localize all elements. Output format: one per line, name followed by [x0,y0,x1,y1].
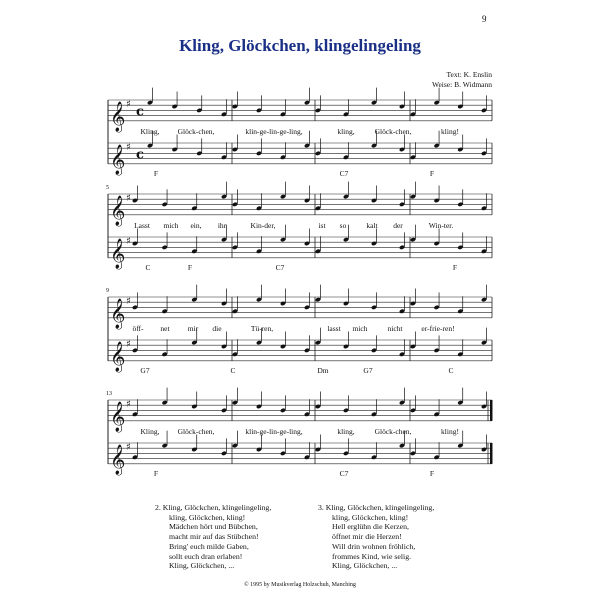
verse-2 [155,503,315,571]
lyric-syllable: die [212,323,222,333]
lyric-syllable: lasst [327,323,341,333]
verse-line: Kling, Glöckchen, ... [169,561,235,571]
lyric-syllable: Lasst [134,220,150,230]
treble-clef-icon: 𝄞 [110,101,126,132]
verse-line: sollt euch dran erlaben! [169,551,243,561]
treble-clef-icon: 𝄞 [110,401,126,432]
time-signature: c [136,104,144,120]
sharp-icon: ♯ [126,142,131,154]
lyric-syllable: Glöck-chen, [374,426,412,436]
lyric-syllable: Tü-ren, [250,323,274,333]
lyric-syllable: mich [352,323,368,333]
chord-symbol: Dm [317,365,329,375]
copyright: © 1995 by Musikverlag Holzschuh, Manching [244,582,356,588]
measure-number: 13 [106,391,112,397]
chord-symbol: F [429,168,435,178]
lyricist-credit: Text: K. Enslin [446,70,492,79]
sharp-icon: ♯ [126,442,131,454]
chord-symbol: C7 [275,262,285,272]
lyric-syllable: ihr [217,220,227,230]
lyric-syllable: kling, [337,126,355,136]
chord-symbol: C [448,365,454,375]
lyric-syllable: mir [187,323,199,333]
treble-clef-icon: 𝄞 [110,298,126,329]
verse-line: Will drin wohnen fröhlich, [332,541,416,551]
lyric-syllable: Win-ter. [428,220,454,230]
lyric-syllable: ist [318,220,326,230]
chord-symbol: C7 [339,168,349,178]
lyric-syllable: mich [163,220,179,230]
chord-symbol: F [153,168,159,178]
chord-symbol: C [230,365,236,375]
chord-symbol: C7 [339,468,349,478]
lyric-syllable: der [393,220,403,230]
lyric-syllable: er-frie-ren! [421,323,455,333]
treble-clef-icon: 𝄞 [110,238,126,269]
verse-line: frommes Kind, wie selig. [332,551,412,561]
chord-symbol: F [153,468,159,478]
sharp-icon: ♯ [126,296,131,308]
chord-symbol: F [187,262,193,272]
lyric-syllable: Kling, [140,426,160,436]
treble-clef-icon: 𝄞 [110,444,126,475]
chord-symbol: G7 [140,365,150,375]
verse-line: Mädchen hört und Bübchen, [169,522,258,532]
verse-line: öffnet mir die Herzen! [332,532,402,542]
verse-line: Hell erglühn die Kerzen, [332,522,409,532]
lyric-syllable: klin-ge-lin-ge-ling, [245,126,303,136]
treble-clef-icon: 𝄞 [110,341,126,372]
treble-clef-icon: 𝄞 [110,195,126,226]
lyric-syllable: Glöck-chen, [177,426,215,436]
lyric-syllable: Kin-der, [250,220,276,230]
chord-symbol: F [429,468,435,478]
measure-number: 9 [106,288,109,294]
verse-line: macht mir auf das Stübchen! [169,532,259,542]
chord-symbol: F [452,262,458,272]
sharp-icon: ♯ [126,193,131,205]
final-barline [490,443,492,464]
sharp-icon: ♯ [126,339,131,351]
lyric-syllable: Glöck-chen, [177,126,215,136]
lyric-syllable: kling, [337,426,355,436]
chord-symbol: C [145,262,151,272]
chord-symbol: G7 [363,365,373,375]
page-number: 9 [482,14,487,24]
verse-line: 3. Kling, Glöckchen, klingelingeling, [318,503,435,512]
verse-line: 2. Kling, Glöckchen, klingelingeling, [155,503,272,512]
lyric-syllable: Kling, [140,126,160,136]
sharp-icon: ♯ [126,236,131,248]
lyric-syllable: Glöck-chen, [374,126,412,136]
verse-line: kling, Glöckchen, kling! [169,512,246,522]
verse-line: Kling, Glöckchen, ... [332,561,398,571]
lyric-syllable: klin-ge-lin-ge-ling, [245,426,303,436]
composer-credit: Weise: B. Widmann [432,80,492,89]
lyric-syllable: ein, [190,220,202,230]
song-title: Kling, Glöckchen, klingelingeling [179,36,421,55]
verse-line: Bring' euch milde Gaben, [169,541,249,551]
lyric-syllable: öff- [132,323,144,333]
sharp-icon: ♯ [126,399,131,411]
measure-number: 5 [106,185,109,191]
lyric-syllable: kling! [441,426,459,436]
verse-3 [318,503,488,571]
lyric-syllable: so [339,220,347,230]
final-barline [490,400,492,421]
time-signature: c [136,147,144,163]
lyric-syllable: kling! [441,126,459,136]
lyric-syllable: net [160,323,170,333]
sharp-icon: ♯ [126,99,131,111]
lyric-syllable: kalt [366,220,378,230]
treble-clef-icon: 𝄞 [110,144,126,175]
verse-line: kling, Glöckchen, kling! [332,512,409,522]
lyric-syllable: nicht [387,323,403,333]
